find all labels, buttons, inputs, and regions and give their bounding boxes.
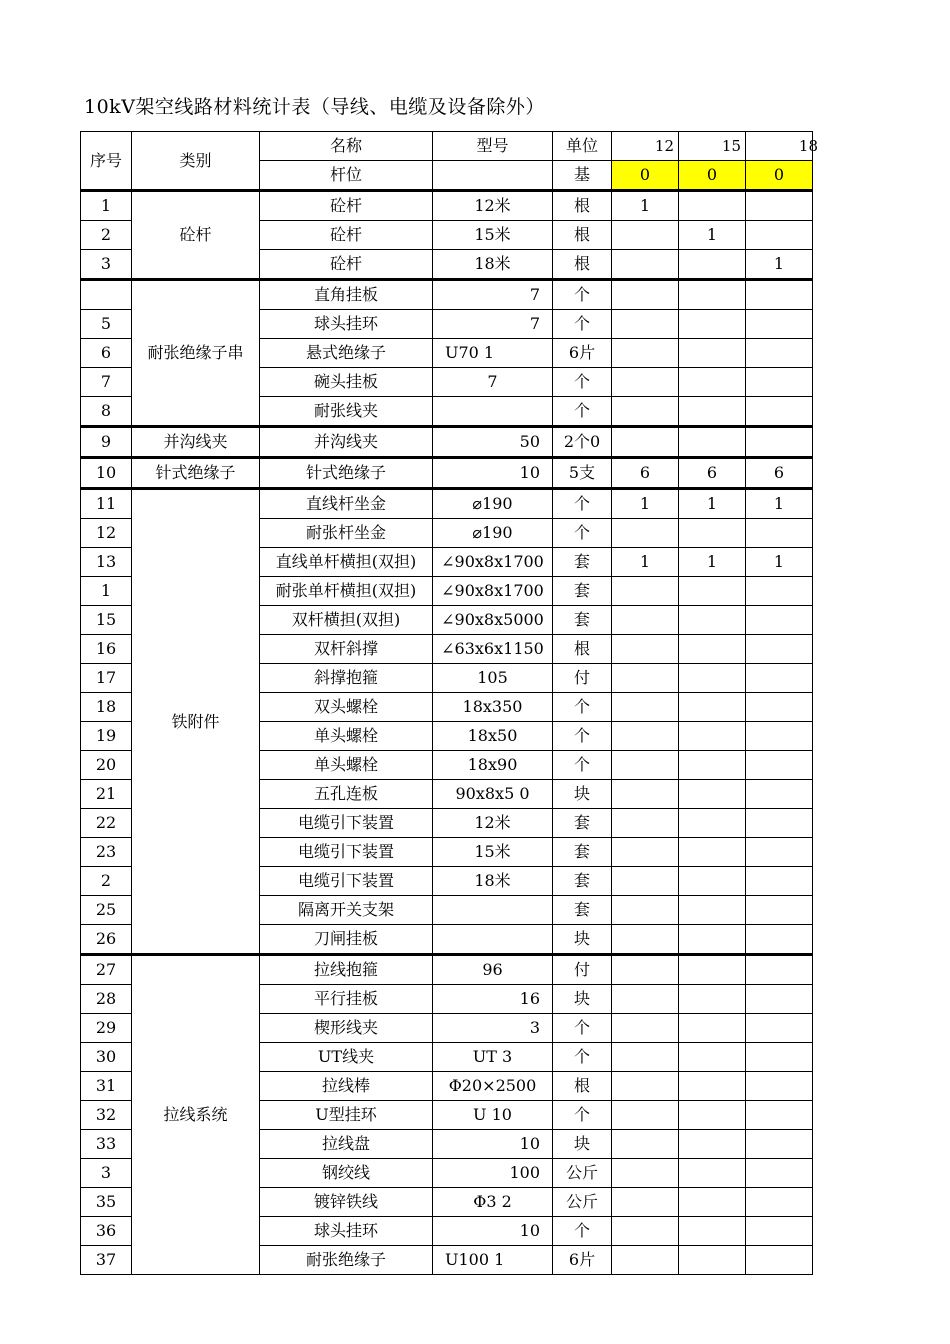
row-qty-15 bbox=[679, 809, 746, 838]
row-qty-18 bbox=[746, 955, 813, 985]
row-qty-15 bbox=[679, 985, 746, 1014]
row-name: 单头螺栓 bbox=[260, 751, 433, 780]
header-unit: 单位 bbox=[553, 132, 612, 161]
row-seq: 10 bbox=[81, 458, 132, 489]
row-seq: 27 bbox=[81, 955, 132, 985]
row-name: 双头螺栓 bbox=[260, 693, 433, 722]
row-qty-18 bbox=[746, 838, 813, 867]
row-name: 球头挂环 bbox=[260, 1217, 433, 1246]
row-seq: 18 bbox=[81, 693, 132, 722]
row-seq: 1 bbox=[81, 577, 132, 606]
row-name: 电缆引下装置 bbox=[260, 867, 433, 896]
row-qty-15: 1 bbox=[679, 548, 746, 577]
row-seq: 11 bbox=[81, 489, 132, 519]
row-unit: 根 bbox=[553, 250, 612, 280]
row-model: 15米 bbox=[433, 838, 553, 867]
row-qty-15 bbox=[679, 310, 746, 339]
row-qty-12 bbox=[612, 838, 679, 867]
row-qty-12: 6 bbox=[612, 458, 679, 489]
row-seq: 19 bbox=[81, 722, 132, 751]
row-name: 双杆斜撑 bbox=[260, 635, 433, 664]
row-qty-18 bbox=[746, 1014, 813, 1043]
row-seq: 16 bbox=[81, 635, 132, 664]
header-col-12: 12 bbox=[612, 132, 679, 161]
row-qty-12 bbox=[612, 427, 679, 458]
row-name: 针式绝缘子 bbox=[260, 458, 433, 489]
header-col-15: 15 bbox=[679, 132, 746, 161]
row-name: 斜撑抱箍 bbox=[260, 664, 433, 693]
row-category: 铁附件 bbox=[132, 489, 260, 955]
row-qty-18 bbox=[746, 867, 813, 896]
row-name: 直线杆坐金 bbox=[260, 489, 433, 519]
row-name: 平行挂板 bbox=[260, 985, 433, 1014]
row-qty-12 bbox=[612, 867, 679, 896]
row-seq: 9 bbox=[81, 427, 132, 458]
row-qty-18 bbox=[746, 664, 813, 693]
row-qty-18 bbox=[746, 1217, 813, 1246]
row-qty-18 bbox=[746, 1188, 813, 1217]
row-qty-18 bbox=[746, 1101, 813, 1130]
row-unit: 个 bbox=[553, 310, 612, 339]
row-seq: 12 bbox=[81, 519, 132, 548]
row-qty-15 bbox=[679, 577, 746, 606]
row-qty-12: 1 bbox=[612, 489, 679, 519]
row-name: 直线单杆横担(双担) bbox=[260, 548, 433, 577]
row-qty-18: 1 bbox=[746, 489, 813, 519]
row-model: ∠90x8x1700 bbox=[433, 577, 553, 606]
row-unit: 6片 bbox=[553, 339, 612, 368]
row-qty-18 bbox=[746, 368, 813, 397]
row-model: ⌀190 bbox=[433, 519, 553, 548]
row-qty-18 bbox=[746, 280, 813, 310]
row-model: ∠90x8x1700 bbox=[433, 548, 553, 577]
row-qty-12 bbox=[612, 985, 679, 1014]
row-qty-15: 6 bbox=[679, 458, 746, 489]
row-qty-15 bbox=[679, 368, 746, 397]
row-seq: 20 bbox=[81, 751, 132, 780]
row-qty-18 bbox=[746, 221, 813, 250]
row-qty-18 bbox=[746, 1130, 813, 1159]
row-name: 拉线棒 bbox=[260, 1072, 433, 1101]
table-row bbox=[81, 458, 813, 489]
table-row bbox=[81, 280, 813, 310]
row-qty-15 bbox=[679, 397, 746, 427]
row-name: 耐张单杆横担(双担) bbox=[260, 577, 433, 606]
row-qty-15 bbox=[679, 693, 746, 722]
row-qty-12 bbox=[612, 221, 679, 250]
row-model: 96 bbox=[433, 955, 553, 985]
row-model bbox=[433, 925, 553, 955]
row-seq: 31 bbox=[81, 1072, 132, 1101]
row-model: ∠90x8x5000 bbox=[433, 606, 553, 635]
row-unit: 个 bbox=[553, 368, 612, 397]
row-model: 7 bbox=[433, 368, 553, 397]
row-qty-18 bbox=[746, 191, 813, 221]
row-model: 3 bbox=[433, 1014, 553, 1043]
row-model: 10 bbox=[433, 1217, 553, 1246]
row-name: 砼杆 bbox=[260, 221, 433, 250]
row-qty-12: 1 bbox=[612, 548, 679, 577]
row-qty-12 bbox=[612, 368, 679, 397]
row-seq: 23 bbox=[81, 838, 132, 867]
row-model: 18米 bbox=[433, 250, 553, 280]
row-qty-12 bbox=[612, 664, 679, 693]
row-qty-15 bbox=[679, 635, 746, 664]
row-qty-12 bbox=[612, 1130, 679, 1159]
row-unit: 个 bbox=[553, 693, 612, 722]
row-name: 耐张杆坐金 bbox=[260, 519, 433, 548]
row-seq: 30 bbox=[81, 1043, 132, 1072]
row-qty-15 bbox=[679, 519, 746, 548]
row-qty-12 bbox=[612, 250, 679, 280]
row-seq: 13 bbox=[81, 548, 132, 577]
row-qty-15 bbox=[679, 191, 746, 221]
row-qty-12 bbox=[612, 310, 679, 339]
row-seq: 2 bbox=[81, 867, 132, 896]
row-qty-15 bbox=[679, 1246, 746, 1275]
row-seq: 37 bbox=[81, 1246, 132, 1275]
row-qty-12 bbox=[612, 577, 679, 606]
row-category: 并沟线夹 bbox=[132, 427, 260, 458]
row-name: 单头螺栓 bbox=[260, 722, 433, 751]
row-name: 拉线盘 bbox=[260, 1130, 433, 1159]
row-seq: 35 bbox=[81, 1188, 132, 1217]
row-model: U100 1 bbox=[433, 1246, 553, 1275]
row-unit: 个 bbox=[553, 489, 612, 519]
row-name: 砼杆 bbox=[260, 250, 433, 280]
row-qty-12 bbox=[612, 1159, 679, 1188]
row-qty-12 bbox=[612, 339, 679, 368]
row-unit: 套 bbox=[553, 867, 612, 896]
row-name: 镀锌铁线 bbox=[260, 1188, 433, 1217]
row-category: 耐张绝缘子串 bbox=[132, 280, 260, 427]
row-qty-15 bbox=[679, 867, 746, 896]
header-category: 类别 bbox=[132, 132, 260, 191]
row-name: 悬式绝缘子 bbox=[260, 339, 433, 368]
row-unit: 公斤 bbox=[553, 1159, 612, 1188]
row-name: 耐张绝缘子 bbox=[260, 1246, 433, 1275]
row-model: 18x50 bbox=[433, 722, 553, 751]
row-qty-18: 6 bbox=[746, 458, 813, 489]
row-qty-12 bbox=[612, 1043, 679, 1072]
header-row bbox=[81, 132, 813, 161]
row-qty-18 bbox=[746, 925, 813, 955]
row-unit: 个 bbox=[553, 519, 612, 548]
row-model: 10 bbox=[433, 458, 553, 489]
row-qty-15 bbox=[679, 1130, 746, 1159]
row-seq: 5 bbox=[81, 310, 132, 339]
row-seq: 3 bbox=[81, 1159, 132, 1188]
pole-count-12: 0 bbox=[612, 161, 679, 191]
row-qty-12 bbox=[612, 280, 679, 310]
row-unit: 根 bbox=[553, 635, 612, 664]
row-qty-18 bbox=[746, 397, 813, 427]
row-seq: 29 bbox=[81, 1014, 132, 1043]
row-unit: 个 bbox=[553, 397, 612, 427]
row-qty-18 bbox=[746, 606, 813, 635]
row-unit: 6片 bbox=[553, 1246, 612, 1275]
row-qty-15 bbox=[679, 427, 746, 458]
row-model bbox=[433, 397, 553, 427]
row-model: 105 bbox=[433, 664, 553, 693]
row-qty-12 bbox=[612, 751, 679, 780]
row-qty-15 bbox=[679, 1043, 746, 1072]
row-seq: 33 bbox=[81, 1130, 132, 1159]
row-model: 18米 bbox=[433, 867, 553, 896]
row-unit: 块 bbox=[553, 925, 612, 955]
row-unit: 个 bbox=[553, 722, 612, 751]
row-qty-15 bbox=[679, 339, 746, 368]
row-qty-15 bbox=[679, 1101, 746, 1130]
row-name: 五孔连板 bbox=[260, 780, 433, 809]
row-qty-18 bbox=[746, 985, 813, 1014]
row-unit: 个 bbox=[553, 1014, 612, 1043]
row-seq bbox=[81, 280, 132, 310]
row-unit: 付 bbox=[553, 664, 612, 693]
row-unit: 2个0 bbox=[553, 427, 612, 458]
row-model: 90x8x5 0 bbox=[433, 780, 553, 809]
row-qty-15 bbox=[679, 955, 746, 985]
row-qty-18 bbox=[746, 722, 813, 751]
row-qty-12 bbox=[612, 635, 679, 664]
row-qty-18 bbox=[746, 1159, 813, 1188]
row-unit: 个 bbox=[553, 280, 612, 310]
row-qty-18 bbox=[746, 809, 813, 838]
row-model: 12米 bbox=[433, 809, 553, 838]
row-qty-12 bbox=[612, 397, 679, 427]
row-unit: 付 bbox=[553, 955, 612, 985]
row-model: UT 3 bbox=[433, 1043, 553, 1072]
row-name: 双杆横担(双担) bbox=[260, 606, 433, 635]
row-name: 砼杆 bbox=[260, 191, 433, 221]
table-row bbox=[81, 427, 813, 458]
row-unit: 块 bbox=[553, 780, 612, 809]
row-seq: 8 bbox=[81, 397, 132, 427]
row-qty-18 bbox=[746, 519, 813, 548]
row-model: Φ20×2500 bbox=[433, 1072, 553, 1101]
row-unit: 5支 bbox=[553, 458, 612, 489]
row-qty-12 bbox=[612, 809, 679, 838]
row-unit: 套 bbox=[553, 896, 612, 925]
row-qty-15 bbox=[679, 780, 746, 809]
row-model: 10 bbox=[433, 1130, 553, 1159]
row-model: Φ3 2 bbox=[433, 1188, 553, 1217]
pole-position-label: 杆位 bbox=[260, 161, 433, 191]
row-unit: 个 bbox=[553, 751, 612, 780]
row-unit: 块 bbox=[553, 1130, 612, 1159]
row-name: UT线夹 bbox=[260, 1043, 433, 1072]
row-qty-18 bbox=[746, 339, 813, 368]
row-seq: 3 bbox=[81, 250, 132, 280]
row-seq: 32 bbox=[81, 1101, 132, 1130]
row-qty-18 bbox=[746, 1043, 813, 1072]
row-model bbox=[433, 896, 553, 925]
row-model: 15米 bbox=[433, 221, 553, 250]
row-unit: 套 bbox=[553, 809, 612, 838]
row-qty-15 bbox=[679, 925, 746, 955]
row-model: U70 1 bbox=[433, 339, 553, 368]
row-qty-15 bbox=[679, 664, 746, 693]
row-qty-15 bbox=[679, 280, 746, 310]
row-qty-15 bbox=[679, 1159, 746, 1188]
row-qty-15 bbox=[679, 1188, 746, 1217]
row-qty-12 bbox=[612, 722, 679, 751]
pole-count-18: 0 bbox=[746, 161, 813, 191]
header-name: 名称 bbox=[260, 132, 433, 161]
row-qty-12 bbox=[612, 1014, 679, 1043]
row-qty-15 bbox=[679, 1014, 746, 1043]
row-unit: 根 bbox=[553, 1072, 612, 1101]
row-model: 12米 bbox=[433, 191, 553, 221]
row-qty-15 bbox=[679, 838, 746, 867]
row-model: 16 bbox=[433, 985, 553, 1014]
row-qty-12 bbox=[612, 1101, 679, 1130]
row-qty-12 bbox=[612, 1217, 679, 1246]
row-qty-18 bbox=[746, 577, 813, 606]
row-unit: 个 bbox=[553, 1043, 612, 1072]
row-name: 电缆引下装置 bbox=[260, 809, 433, 838]
row-qty-18 bbox=[746, 780, 813, 809]
table-row bbox=[81, 191, 813, 221]
row-qty-15: 1 bbox=[679, 221, 746, 250]
row-qty-12 bbox=[612, 1072, 679, 1101]
row-name: 碗头挂板 bbox=[260, 368, 433, 397]
row-unit: 套 bbox=[553, 606, 612, 635]
row-qty-15 bbox=[679, 722, 746, 751]
pole-model bbox=[433, 161, 553, 191]
row-qty-12 bbox=[612, 519, 679, 548]
row-model: 18x90 bbox=[433, 751, 553, 780]
row-seq: 1 bbox=[81, 191, 132, 221]
pole-unit: 基 bbox=[553, 161, 612, 191]
row-category: 针式绝缘子 bbox=[132, 458, 260, 489]
row-qty-12 bbox=[612, 780, 679, 809]
header-seq: 序号 bbox=[81, 132, 132, 191]
header-model: 型号 bbox=[433, 132, 553, 161]
row-qty-15 bbox=[679, 1072, 746, 1101]
row-qty-15 bbox=[679, 1217, 746, 1246]
row-qty-12 bbox=[612, 896, 679, 925]
row-unit: 根 bbox=[553, 221, 612, 250]
row-seq: 22 bbox=[81, 809, 132, 838]
row-unit: 块 bbox=[553, 985, 612, 1014]
row-name: 电缆引下装置 bbox=[260, 838, 433, 867]
row-seq: 15 bbox=[81, 606, 132, 635]
material-table bbox=[80, 131, 818, 1275]
row-model: ⌀190 bbox=[433, 489, 553, 519]
header-col-18: 18 bbox=[746, 132, 813, 161]
row-category: 砼杆 bbox=[132, 191, 260, 280]
row-seq: 21 bbox=[81, 780, 132, 809]
row-model: 18x350 bbox=[433, 693, 553, 722]
row-qty-15 bbox=[679, 896, 746, 925]
table-row bbox=[81, 955, 813, 985]
row-unit: 根 bbox=[553, 191, 612, 221]
row-qty-12 bbox=[612, 925, 679, 955]
row-unit: 套 bbox=[553, 548, 612, 577]
row-model: 50 bbox=[433, 427, 553, 458]
row-qty-12: 1 bbox=[612, 191, 679, 221]
row-name: 耐张线夹 bbox=[260, 397, 433, 427]
row-seq: 6 bbox=[81, 339, 132, 368]
row-seq: 2 bbox=[81, 221, 132, 250]
page-title: 10kV架空线路材料统计表（导线、电缆及设备除外） bbox=[84, 96, 545, 118]
row-qty-18 bbox=[746, 427, 813, 458]
row-seq: 36 bbox=[81, 1217, 132, 1246]
row-qty-15 bbox=[679, 250, 746, 280]
row-seq: 26 bbox=[81, 925, 132, 955]
row-qty-12 bbox=[612, 1188, 679, 1217]
row-name: U型挂环 bbox=[260, 1101, 433, 1130]
row-qty-18 bbox=[746, 751, 813, 780]
row-qty-18 bbox=[746, 635, 813, 664]
row-name: 球头挂环 bbox=[260, 310, 433, 339]
row-qty-18: 1 bbox=[746, 548, 813, 577]
row-qty-18 bbox=[746, 310, 813, 339]
row-name: 隔离开关支架 bbox=[260, 896, 433, 925]
row-qty-12 bbox=[612, 955, 679, 985]
row-seq: 25 bbox=[81, 896, 132, 925]
row-unit: 套 bbox=[553, 838, 612, 867]
row-qty-15 bbox=[679, 606, 746, 635]
table-row bbox=[81, 489, 813, 519]
row-model: 100 bbox=[433, 1159, 553, 1188]
row-unit: 套 bbox=[553, 577, 612, 606]
row-qty-18 bbox=[746, 896, 813, 925]
row-name: 直角挂板 bbox=[260, 280, 433, 310]
row-model: 7 bbox=[433, 280, 553, 310]
row-name: 并沟线夹 bbox=[260, 427, 433, 458]
row-qty-12 bbox=[612, 606, 679, 635]
row-name: 钢绞线 bbox=[260, 1159, 433, 1188]
row-unit: 公斤 bbox=[553, 1188, 612, 1217]
row-qty-18 bbox=[746, 1246, 813, 1275]
row-model: U 10 bbox=[433, 1101, 553, 1130]
pole-count-15: 0 bbox=[679, 161, 746, 191]
row-name: 拉线抱箍 bbox=[260, 955, 433, 985]
row-model: 7 bbox=[433, 310, 553, 339]
row-seq: 7 bbox=[81, 368, 132, 397]
row-unit: 个 bbox=[553, 1217, 612, 1246]
row-name: 楔形线夹 bbox=[260, 1014, 433, 1043]
row-qty-12 bbox=[612, 693, 679, 722]
row-name: 刀闸挂板 bbox=[260, 925, 433, 955]
row-model: ∠63x6x1150 bbox=[433, 635, 553, 664]
row-qty-15: 1 bbox=[679, 489, 746, 519]
row-category: 拉线系统 bbox=[132, 955, 260, 1275]
row-qty-18 bbox=[746, 693, 813, 722]
row-qty-12 bbox=[612, 1246, 679, 1275]
row-qty-15 bbox=[679, 751, 746, 780]
row-qty-18 bbox=[746, 1072, 813, 1101]
row-seq: 17 bbox=[81, 664, 132, 693]
row-seq: 28 bbox=[81, 985, 132, 1014]
row-qty-18: 1 bbox=[746, 250, 813, 280]
row-unit: 个 bbox=[553, 1101, 612, 1130]
